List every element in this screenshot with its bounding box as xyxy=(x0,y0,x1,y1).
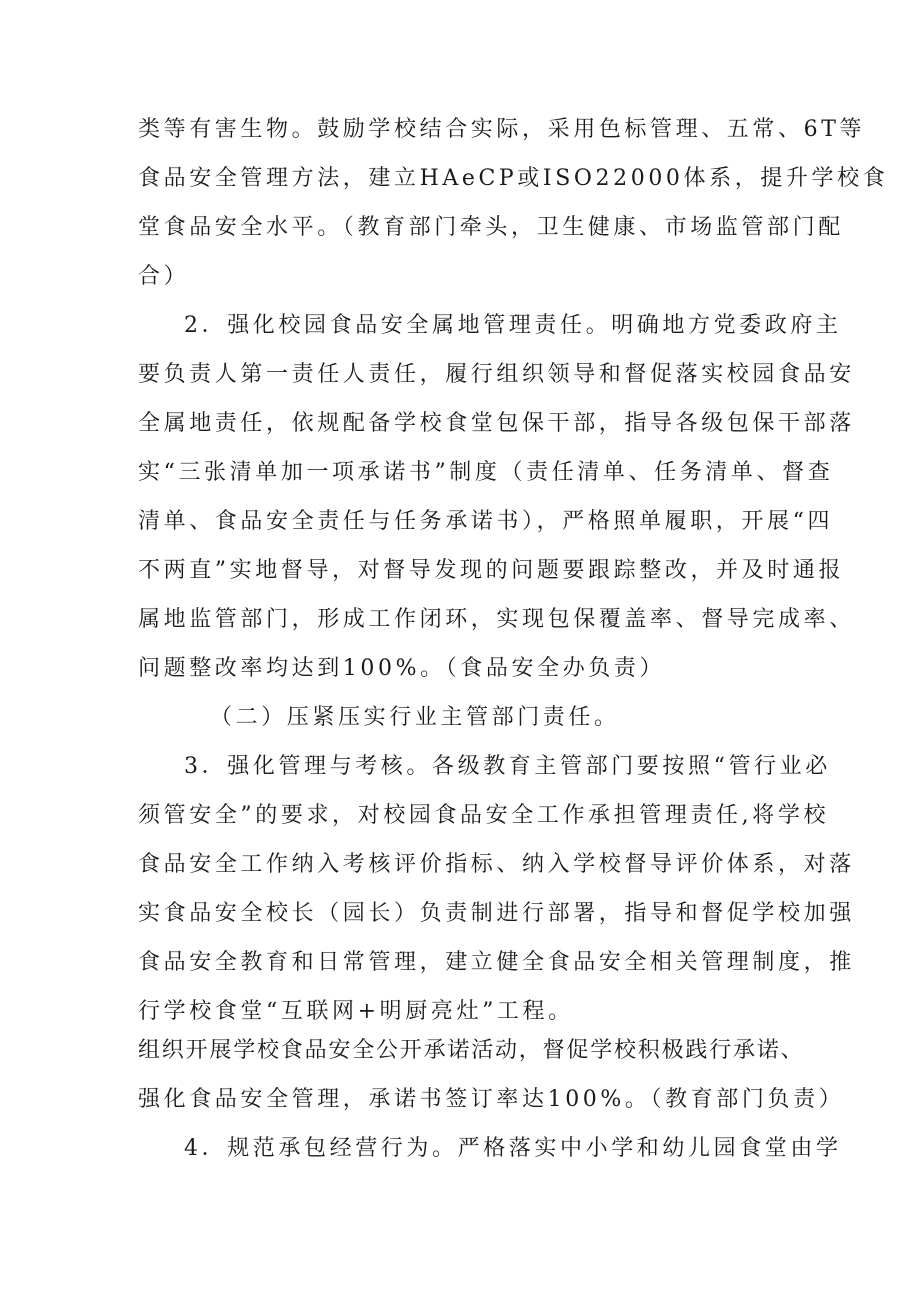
text-line: 行学校食堂“互联网+明厨亮灶”工程。 xyxy=(138,999,574,1024)
text-line: 须管安全”的要求，对校园食品安全工作承担管理责任,将学校 xyxy=(138,803,830,828)
paragraph-heading: 4．规范承包经营行为。严格落实中小学和幼儿园食堂由学 xyxy=(184,1136,842,1161)
text-line: 全属地责任，依规配备学校食堂包保干部，指导各级包保干部落 xyxy=(138,411,855,436)
text-line: 组织开展学校食品安全公开承诺活动，督促学校积极践行承诺、 xyxy=(138,1038,805,1063)
paragraph-heading: 3．强化管理与考核。各级教育主管部门要按照“管行业必 xyxy=(184,754,831,779)
text-line: 实食品安全校长（园长）负责制进行部署，指导和督促学校加强 xyxy=(138,901,855,926)
text-line: 属地监管部门，形成工作闭环，实现包保覆盖率、督导完成率、 xyxy=(138,607,855,632)
text-line: 食品安全教育和日常管理，建立健全食品安全相关管理制度，推 xyxy=(138,950,855,975)
paragraph-heading: 2．强化校园食品安全属地管理责任。明确地方党委政府主 xyxy=(184,313,842,338)
text-line: 问题整改率均达到100%。（食品安全办负责） xyxy=(138,656,666,681)
text-line: 实“三张清单加一项承诺书”制度（责任清单、任务清单、督查 xyxy=(138,460,834,485)
text-line: 不两直”实地督导，对督导发现的问题要跟踪整改，并及时通报 xyxy=(138,558,845,583)
text-line: 强化食品安全管理，承诺书签订率达100%。（教育部门负责） xyxy=(138,1087,845,1112)
text-line: 要负责人第一责任人责任，履行组织领导和督促落实校园食品安 xyxy=(138,362,855,387)
text-line: 类等有害生物。鼓励学校结合实际，采用色标管理、五常、6T等 xyxy=(138,117,866,142)
section-heading: （二）压紧压实行业主管部门责任。 xyxy=(210,705,620,730)
text-line: 合） xyxy=(138,264,190,289)
text-line: 食品安全工作纳入考核评价指标、纳入学校督导评价体系，对落 xyxy=(138,852,855,877)
text-line: 食品安全管理方法，建立HAeCP或ISO22000体系，提升学校食 xyxy=(138,166,889,191)
text-line: 堂食品安全水平。（教育部门牵头，卫生健康、市场监管部门配 xyxy=(138,215,844,240)
text-line: 清单、食品安全责任与任务承诺书），严格照单履职，开展“四 xyxy=(138,509,834,534)
